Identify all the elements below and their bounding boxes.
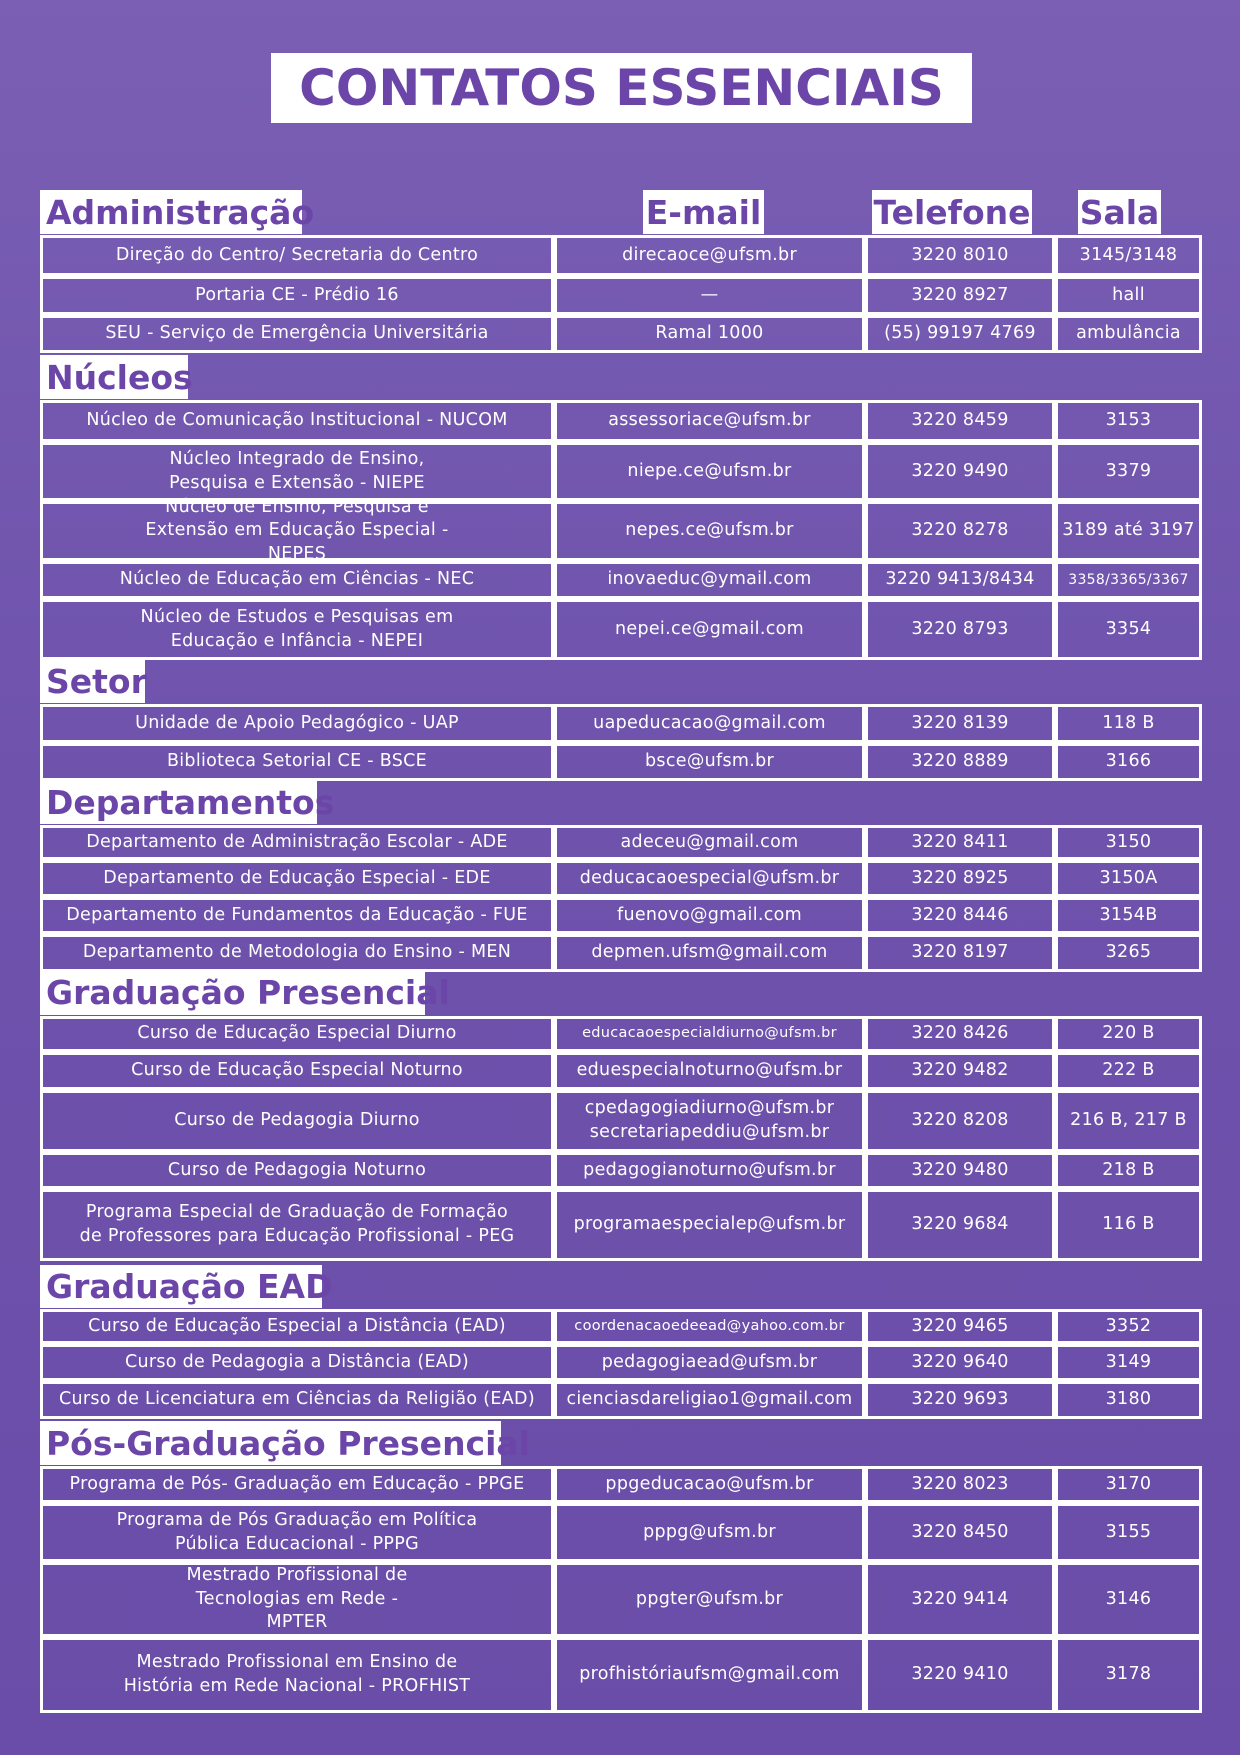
contact-room: 3189 até 3197 (1055, 501, 1202, 561)
section-graduacao-presencial (40, 1016, 1202, 1261)
table-row (40, 599, 1202, 660)
table-row (40, 1344, 1202, 1381)
contact-name: Programa de Pós- Graduação em Educação - PPGE (40, 1466, 554, 1503)
contact-name: Departamento de Educação Especial - EDE (40, 860, 554, 897)
contact-email[interactable]: pppg@ufsm.br (554, 1503, 865, 1562)
table-row (40, 315, 1202, 353)
contact-room: 3154B (1055, 897, 1202, 934)
table-row (40, 276, 1202, 315)
contact-room: 3170 (1055, 1466, 1202, 1503)
contact-email[interactable]: programaespecialep@ufsm.br (554, 1189, 865, 1261)
contact-room: 3153 (1055, 400, 1202, 442)
contact-phone: 3220 9482 (865, 1052, 1055, 1090)
contact-phone: 3220 9414 (865, 1562, 1055, 1637)
contact-phone: 3220 8925 (865, 860, 1055, 897)
contact-email[interactable]: direcaoce@ufsm.br (554, 235, 865, 276)
contact-phone: 3220 8793 (865, 599, 1055, 660)
table-row (40, 442, 1202, 501)
table-row (40, 1562, 1202, 1637)
contact-name: Biblioteca Setorial CE - BSCE (40, 743, 554, 781)
contact-email[interactable]: bsce@ufsm.br (554, 743, 865, 781)
contact-phone: 3220 8446 (865, 897, 1055, 934)
section-heading-setor: Setor (40, 660, 145, 703)
section-heading-pos-graduacao: Pós-Graduação Presencial (40, 1421, 501, 1465)
contact-phone: 3220 8023 (865, 1466, 1055, 1503)
contact-room: 3155 (1055, 1503, 1202, 1562)
contact-name: Núcleo de Estudos e Pesquisas em Educação e Infância - NEPEI (40, 599, 554, 660)
contact-room: 218 B (1055, 1152, 1202, 1189)
contact-email[interactable]: uapeducacao@gmail.com (554, 704, 865, 743)
contact-phone: 3220 8450 (865, 1503, 1055, 1562)
table-row (40, 897, 1202, 934)
contact-room: hall (1055, 276, 1202, 315)
contact-name: Núcleo de Educação em Ciências - NEC (40, 561, 554, 599)
contact-room: ambulância (1055, 315, 1202, 353)
contact-name: SEU - Serviço de Emergência Universitária (40, 315, 554, 353)
contact-email[interactable]: ppgeducacao@ufsm.br (554, 1466, 865, 1503)
contact-name: Curso de Educação Especial Diurno (40, 1016, 554, 1052)
contact-email[interactable]: coordenacaoedeead@yahoo.com.br (554, 1309, 865, 1344)
contact-email: Ramal 1000 (554, 315, 865, 353)
contact-name: Curso de Licenciatura em Ciências da Religião (EAD) (40, 1381, 554, 1419)
contact-phone: 3220 8197 (865, 934, 1055, 972)
contact-phone: 3220 8411 (865, 825, 1055, 860)
table-row (40, 1503, 1202, 1562)
contact-room: 118 B (1055, 704, 1202, 743)
section-heading-administracao: Administração (40, 190, 302, 234)
contact-name: Núcleo de Comunicação Institucional - NUCOM (40, 400, 554, 442)
contact-phone: 3220 9490 (865, 442, 1055, 501)
contact-name: Núcleo Integrado de Ensino, Pesquisa e Extensão - NIEPE (40, 442, 554, 501)
contact-email[interactable]: depmen.ufsm@gmail.com (554, 934, 865, 972)
contact-name: Departamento de Administração Escolar - ADE (40, 825, 554, 860)
contact-email[interactable]: profhistóriaufsm@gmail.com (554, 1637, 865, 1713)
table-row (40, 496, 1202, 564)
contact-phone: 3220 9640 (865, 1344, 1055, 1381)
table-row (40, 825, 1202, 860)
contact-name: Curso de Pedagogia Diurno (40, 1090, 554, 1152)
table-row (40, 1152, 1202, 1189)
column-header-room: Sala (1078, 190, 1161, 234)
table-row (40, 235, 1202, 276)
section-heading-graduacao-presencial: Graduação Presencial (40, 970, 425, 1015)
contact-name: Unidade de Apoio Pedagógico - UAP (40, 704, 554, 743)
contact-email[interactable]: inovaeduc@ymail.com (554, 561, 865, 599)
contact-email: — (554, 276, 865, 315)
contact-room: 3180 (1055, 1381, 1202, 1419)
contact-phone: 3220 8927 (865, 276, 1055, 315)
table-row (40, 1016, 1202, 1052)
section-heading-nucleos: Núcleos (40, 355, 188, 399)
contact-name: Curso de Educação Especial a Distância (EAD) (40, 1309, 554, 1344)
table-row (40, 400, 1202, 442)
contact-phone: 3220 8278 (865, 501, 1055, 561)
contact-email[interactable]: eduespecialnoturno@ufsm.br (554, 1052, 865, 1090)
contact-name: Programa Especial de Graduação de Formação de Professores para Educação Profissional - PEG (40, 1189, 554, 1261)
contact-email-group (554, 1090, 865, 1152)
section-administracao (40, 235, 1202, 353)
contact-room: 3145/3148 (1055, 235, 1202, 276)
contact-email[interactable]: assessoriace@ufsm.br (554, 400, 865, 442)
contact-name: Mestrado Profissional de Tecnologias em Rede - MPTER (40, 1562, 554, 1637)
table-row (40, 1637, 1202, 1713)
table-row (40, 1052, 1202, 1090)
contact-room: 3379 (1055, 442, 1202, 501)
contact-email[interactable]: ppgter@ufsm.br (554, 1562, 865, 1637)
table-row (40, 743, 1202, 781)
contact-phone: 3220 9465 (865, 1309, 1055, 1344)
contact-phone: 3220 8139 (865, 704, 1055, 743)
contact-room: 116 B (1055, 1189, 1202, 1261)
section-departamentos (40, 825, 1202, 972)
contact-name: Mestrado Profissional em Ensino de História em Rede Nacional - PROFHIST (40, 1637, 554, 1713)
contact-room: 3265 (1055, 934, 1202, 972)
contact-room: 216 B, 217 B (1055, 1090, 1202, 1152)
contact-email[interactable]: nepes.ce@ufsm.br (554, 501, 865, 561)
contact-email[interactable]: fuenovo@gmail.com (554, 897, 865, 934)
contact-phone: 3220 8208 (865, 1090, 1055, 1152)
table-row (40, 1090, 1202, 1152)
contact-room: 3146 (1055, 1562, 1202, 1637)
contact-phone: 3220 9410 (865, 1637, 1055, 1713)
contact-email[interactable]: adeceu@gmail.com (554, 825, 865, 860)
contact-email[interactable]: nepei.ce@gmail.com (554, 599, 865, 660)
contact-name: Programa de Pós Graduação em Política Pública Educacional - PPPG (40, 1503, 554, 1562)
table-row (40, 704, 1202, 743)
contact-name: Núcleo de Ensino, Pesquisa e Extensão em Educação Especial - NEPES (40, 501, 554, 561)
contact-name: Departamento de Fundamentos da Educação - FUE (40, 897, 554, 934)
contact-room: 3352 (1055, 1309, 1202, 1344)
contact-email[interactable]: cpedagogiadiurno@ufsm.br (584, 1098, 835, 1119)
page-title: CONTATOS ESSENCIAIS (271, 53, 972, 123)
contact-email[interactable]: niepe.ce@ufsm.br (554, 442, 865, 501)
table-row (40, 1466, 1202, 1503)
section-nucleos (40, 400, 1202, 660)
contact-phone: 3220 9413/8434 (865, 561, 1055, 599)
table-row (40, 1381, 1202, 1419)
column-header-email: E-mail (643, 190, 764, 234)
contact-name: Curso de Educação Especial Noturno (40, 1052, 554, 1090)
table-row (40, 561, 1202, 599)
table-row (40, 1189, 1202, 1261)
contact-phone: 3220 8889 (865, 743, 1055, 781)
contact-email[interactable]: deducacaoespecial@ufsm.br (554, 860, 865, 897)
contact-email[interactable]: pedagogianoturno@ufsm.br (554, 1152, 865, 1189)
table-row (40, 934, 1202, 972)
contact-room: 3149 (1055, 1344, 1202, 1381)
contact-room: 3178 (1055, 1637, 1202, 1713)
contact-name: Departamento de Metodologia do Ensino - MEN (40, 934, 554, 972)
section-heading-graduacao-ead: Graduação EAD (40, 1265, 322, 1308)
section-graduacao-ead (40, 1309, 1202, 1419)
contact-name: Curso de Pedagogia a Distância (EAD) (40, 1344, 554, 1381)
contact-email[interactable]: cienciasdareligiao1@gmail.com (554, 1381, 865, 1419)
contact-room: 3358/3365/3367 (1055, 561, 1202, 599)
contact-email-secondary[interactable]: secretariapeddiu@ufsm.br (589, 1122, 830, 1142)
contact-room: 222 B (1055, 1052, 1202, 1090)
contact-room: 3150 (1055, 825, 1202, 860)
contact-name: Direção do Centro/ Secretaria do Centro (40, 235, 554, 276)
table-row (40, 1309, 1202, 1344)
contact-phone: (55) 99197 4769 (865, 315, 1055, 353)
contact-phone: 3220 9693 (865, 1381, 1055, 1419)
contact-room: 3166 (1055, 743, 1202, 781)
contact-phone: 3220 8426 (865, 1016, 1055, 1052)
section-setor (40, 704, 1202, 781)
section-pos-graduacao (40, 1466, 1202, 1713)
contact-room: 3354 (1055, 599, 1202, 660)
contact-phone: 3220 9480 (865, 1152, 1055, 1189)
section-heading-departamentos: Departamentos (40, 780, 317, 824)
contact-phone: 3220 8010 (865, 235, 1055, 276)
table-row (40, 860, 1202, 897)
contact-name: Portaria CE - Prédio 16 (40, 276, 554, 315)
contact-room: 220 B (1055, 1016, 1202, 1052)
column-header-phone: Telefone (872, 190, 1032, 234)
contact-email[interactable]: pedagogiaead@ufsm.br (554, 1344, 865, 1381)
contact-phone: 3220 8459 (865, 400, 1055, 442)
contact-room: 3150A (1055, 860, 1202, 897)
contact-name: Curso de Pedagogia Noturno (40, 1152, 554, 1189)
contact-phone: 3220 9684 (865, 1189, 1055, 1261)
contact-email[interactable]: educacaoespecialdiurno@ufsm.br (554, 1016, 865, 1052)
